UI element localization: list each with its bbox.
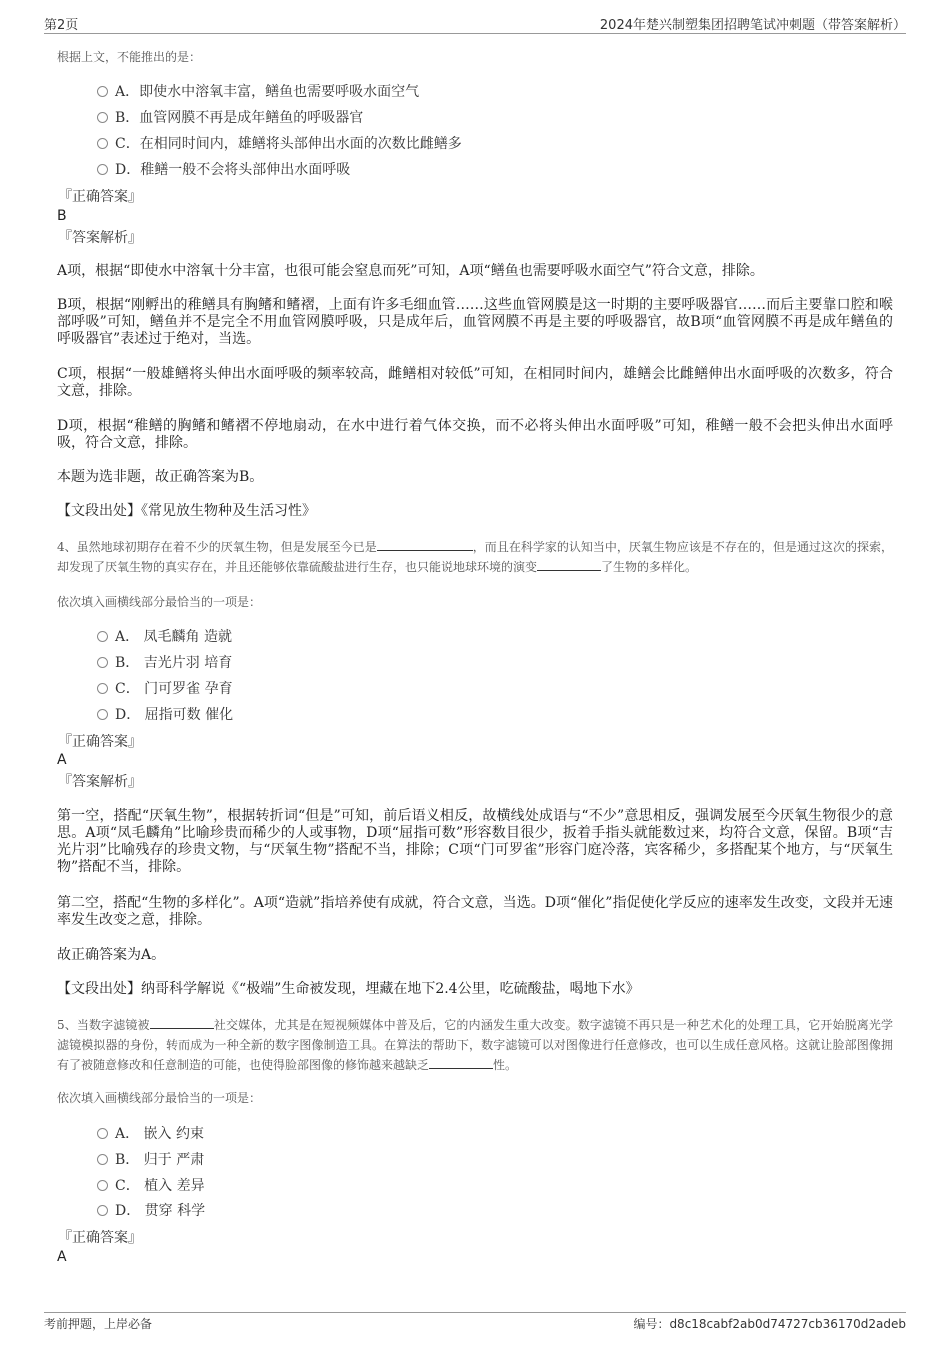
q4-option-a[interactable]: A． 凤毛麟角 造就 [97, 627, 232, 647]
q4-analysis-blank-2: 第二空，搭配“生物的多样化”。A项“造就”指培养使有成就，符合文意，当选。D项“催化”指促使化学反应的速率发生改变，文段并无速率发生改变之意，排除。 [57, 895, 893, 928]
q3-analysis-b: B项，根据“刚孵出的稚鳝具有胸鳍和鳍褶，上面有许多毛细血管……这些血管网膜是这一时期的主要呼吸器官……而后主要靠口腔和喉部呼吸”可知，鳝鱼并不是完全不用血管网膜呼吸，只是成年后，血管网膜不再是主要的呼吸器官，故B项“血管网膜不再是成年鳝鱼的呼吸器官”表述过于绝对，当选。 [57, 297, 893, 347]
q5-option-b[interactable]: B． 归于 严肃 [97, 1150, 204, 1170]
q5-prompt: 依次填入画横线部分最恰当的一项是： [57, 1091, 262, 1105]
radio-icon[interactable] [97, 1180, 108, 1191]
q3-answer-label: 『正确答案』 [58, 189, 142, 205]
radio-icon[interactable] [97, 1205, 108, 1216]
radio-icon[interactable] [97, 709, 108, 720]
q3-source: 【文段出处】《常见放生物种及生活习性》 [57, 503, 316, 519]
q3-prompt: 根据上文，不能推出的是： [57, 50, 202, 64]
q5-option-d[interactable]: D． 贯穿 科学 [97, 1201, 205, 1221]
page-header [44, 14, 906, 34]
q3-answer: B [57, 208, 67, 224]
q3-option-d[interactable]: D．稚鳝一般不会将头部伸出水面呼吸 [97, 160, 350, 180]
q5-option-a[interactable]: A． 嵌入 约束 [97, 1124, 204, 1144]
q4-analysis-label: 『答案解析』 [58, 774, 142, 790]
document-id: 编号：d8c18cabf2ab0d74727cb36170d2adeb [633, 1317, 906, 1331]
q4-option-b[interactable]: B． 吉光片羽 培育 [97, 653, 232, 673]
footer-slogan: 考前押题，上岸必备 [44, 1317, 153, 1331]
page-footer [44, 1315, 906, 1335]
q4-prompt: 依次填入画横线部分最恰当的一项是： [57, 595, 262, 609]
q4-option-c[interactable]: C． 门可罗雀 孕育 [97, 679, 233, 699]
q4-conclusion: 故正确答案为A。 [57, 947, 166, 963]
radio-icon[interactable] [97, 1154, 108, 1165]
q5-answer: A [57, 1249, 67, 1265]
document-title: 2024年楚兴制塑集团招聘笔试冲刺题（带答案解析） [599, 18, 906, 33]
q4-stem: 4、虽然地球初期存在着不少的厌氧生物，但是发展至今已是 ，而且在科学家的认知当中，厌氧生物应该是不存在的，但是通过这次的探索，却发现了厌氧生物的真实存在，并且还能够依靠硫酸盐进行生存，也只能说地球环境的演变 了生物的多样化。 [57, 540, 893, 574]
q3-conclusion: 本题为选非题，故正确答案为B。 [57, 469, 264, 485]
q5-option-c[interactable]: C． 植入 差异 [97, 1176, 205, 1196]
q3-option-c[interactable]: C．在相同时间内，雄鳝将头部伸出水面的次数比雌鳝多 [97, 134, 462, 154]
q4-blank-1 [377, 538, 473, 551]
q3-analysis-d: D项，根据“稚鳝的胸鳍和鳍褶不停地扇动，在水中进行着气体交换，而不必将头伸出水面呼吸”可知，稚鳝一般不会把头伸出水面呼吸，符合文意，排除。 [57, 418, 893, 451]
q4-answer-label: 『正确答案』 [58, 734, 142, 750]
radio-icon[interactable] [97, 86, 108, 97]
radio-icon[interactable] [97, 683, 108, 694]
q3-analysis-c: C项，根据“一般雄鳝将头伸出水面呼吸的频率较高，雌鳝相对较低”可知，在相同时间内，雄鳝会比雌鳝伸出水面呼吸的次数多，符合文意，排除。 [57, 366, 893, 399]
page-number: 第2页 [44, 18, 79, 33]
q4-option-d[interactable]: D． 屈指可数 催化 [97, 705, 233, 725]
q4-analysis-blank-1: 第一空，搭配“厌氧生物”，根据转折词“但是”可知，前后语义相反，故横线处成语与“不少”意思相反，强调发展至今厌氧生物很少的意思。A项“凤毛麟角”比喻珍贵而稀少的人或事物，D项“屈指可数”形容数目很少，扳着手指头就能数过来，均符合文意，保留。B项“吉光片羽”比喻残存的珍贵文物，与“厌氧生物”搭配不当，排除；C项“门可罗雀”形容门庭冷落，宾客稀少，多搭配某个地方，与“厌氧生物”搭配不当，排除。 [57, 808, 893, 875]
q4-blank-2 [537, 558, 601, 571]
q3-analysis-label: 『答案解析』 [58, 230, 142, 246]
radio-icon[interactable] [97, 1128, 108, 1139]
q3-option-b[interactable]: B．血管网膜不再是成年鳝鱼的呼吸器官 [97, 108, 363, 128]
q5-stem: 5、当数字滤镜被 社交媒体，尤其是在短视频媒体中普及后，它的内涵发生重大改变。数字滤镜不再只是一种艺术化的处理工具，它开始脱离光学滤镜模拟器的身份，转而成为一种全新的数字图像制造工具。在算法的帮助下，数字滤镜可以对图像进行任意修改，也可以生成任意风格。这就让脸部图像拥有了被随意修改和任意制造的可能，也使得脸部图像的修饰越来越缺乏 性。 [57, 1018, 893, 1072]
q5-answer-label: 『正确答案』 [58, 1230, 142, 1246]
q5-blank-2 [429, 1056, 493, 1069]
header-divider [44, 33, 906, 34]
radio-icon[interactable] [97, 138, 108, 149]
q3-analysis-a: A项，根据“即使水中溶氧十分丰富，也很可能会窒息而死”可知，A项“鳝鱼也需要呼吸水面空气”符合文意，排除。 [57, 263, 764, 279]
q4-answer: A [57, 752, 67, 768]
radio-icon[interactable] [97, 164, 108, 175]
radio-icon[interactable] [97, 657, 108, 668]
footer-divider [44, 1312, 906, 1313]
q5-blank-1 [150, 1016, 214, 1029]
radio-icon[interactable] [97, 112, 108, 123]
radio-icon[interactable] [97, 631, 108, 642]
q3-option-a[interactable]: A．即使水中溶氧丰富，鳝鱼也需要呼吸水面空气 [97, 82, 419, 102]
q4-source: 【文段出处】纳哥科学解说《“极端”生命被发现，埋藏在地下2.4公里，吃硫酸盐，喝地下水》 [57, 981, 640, 997]
